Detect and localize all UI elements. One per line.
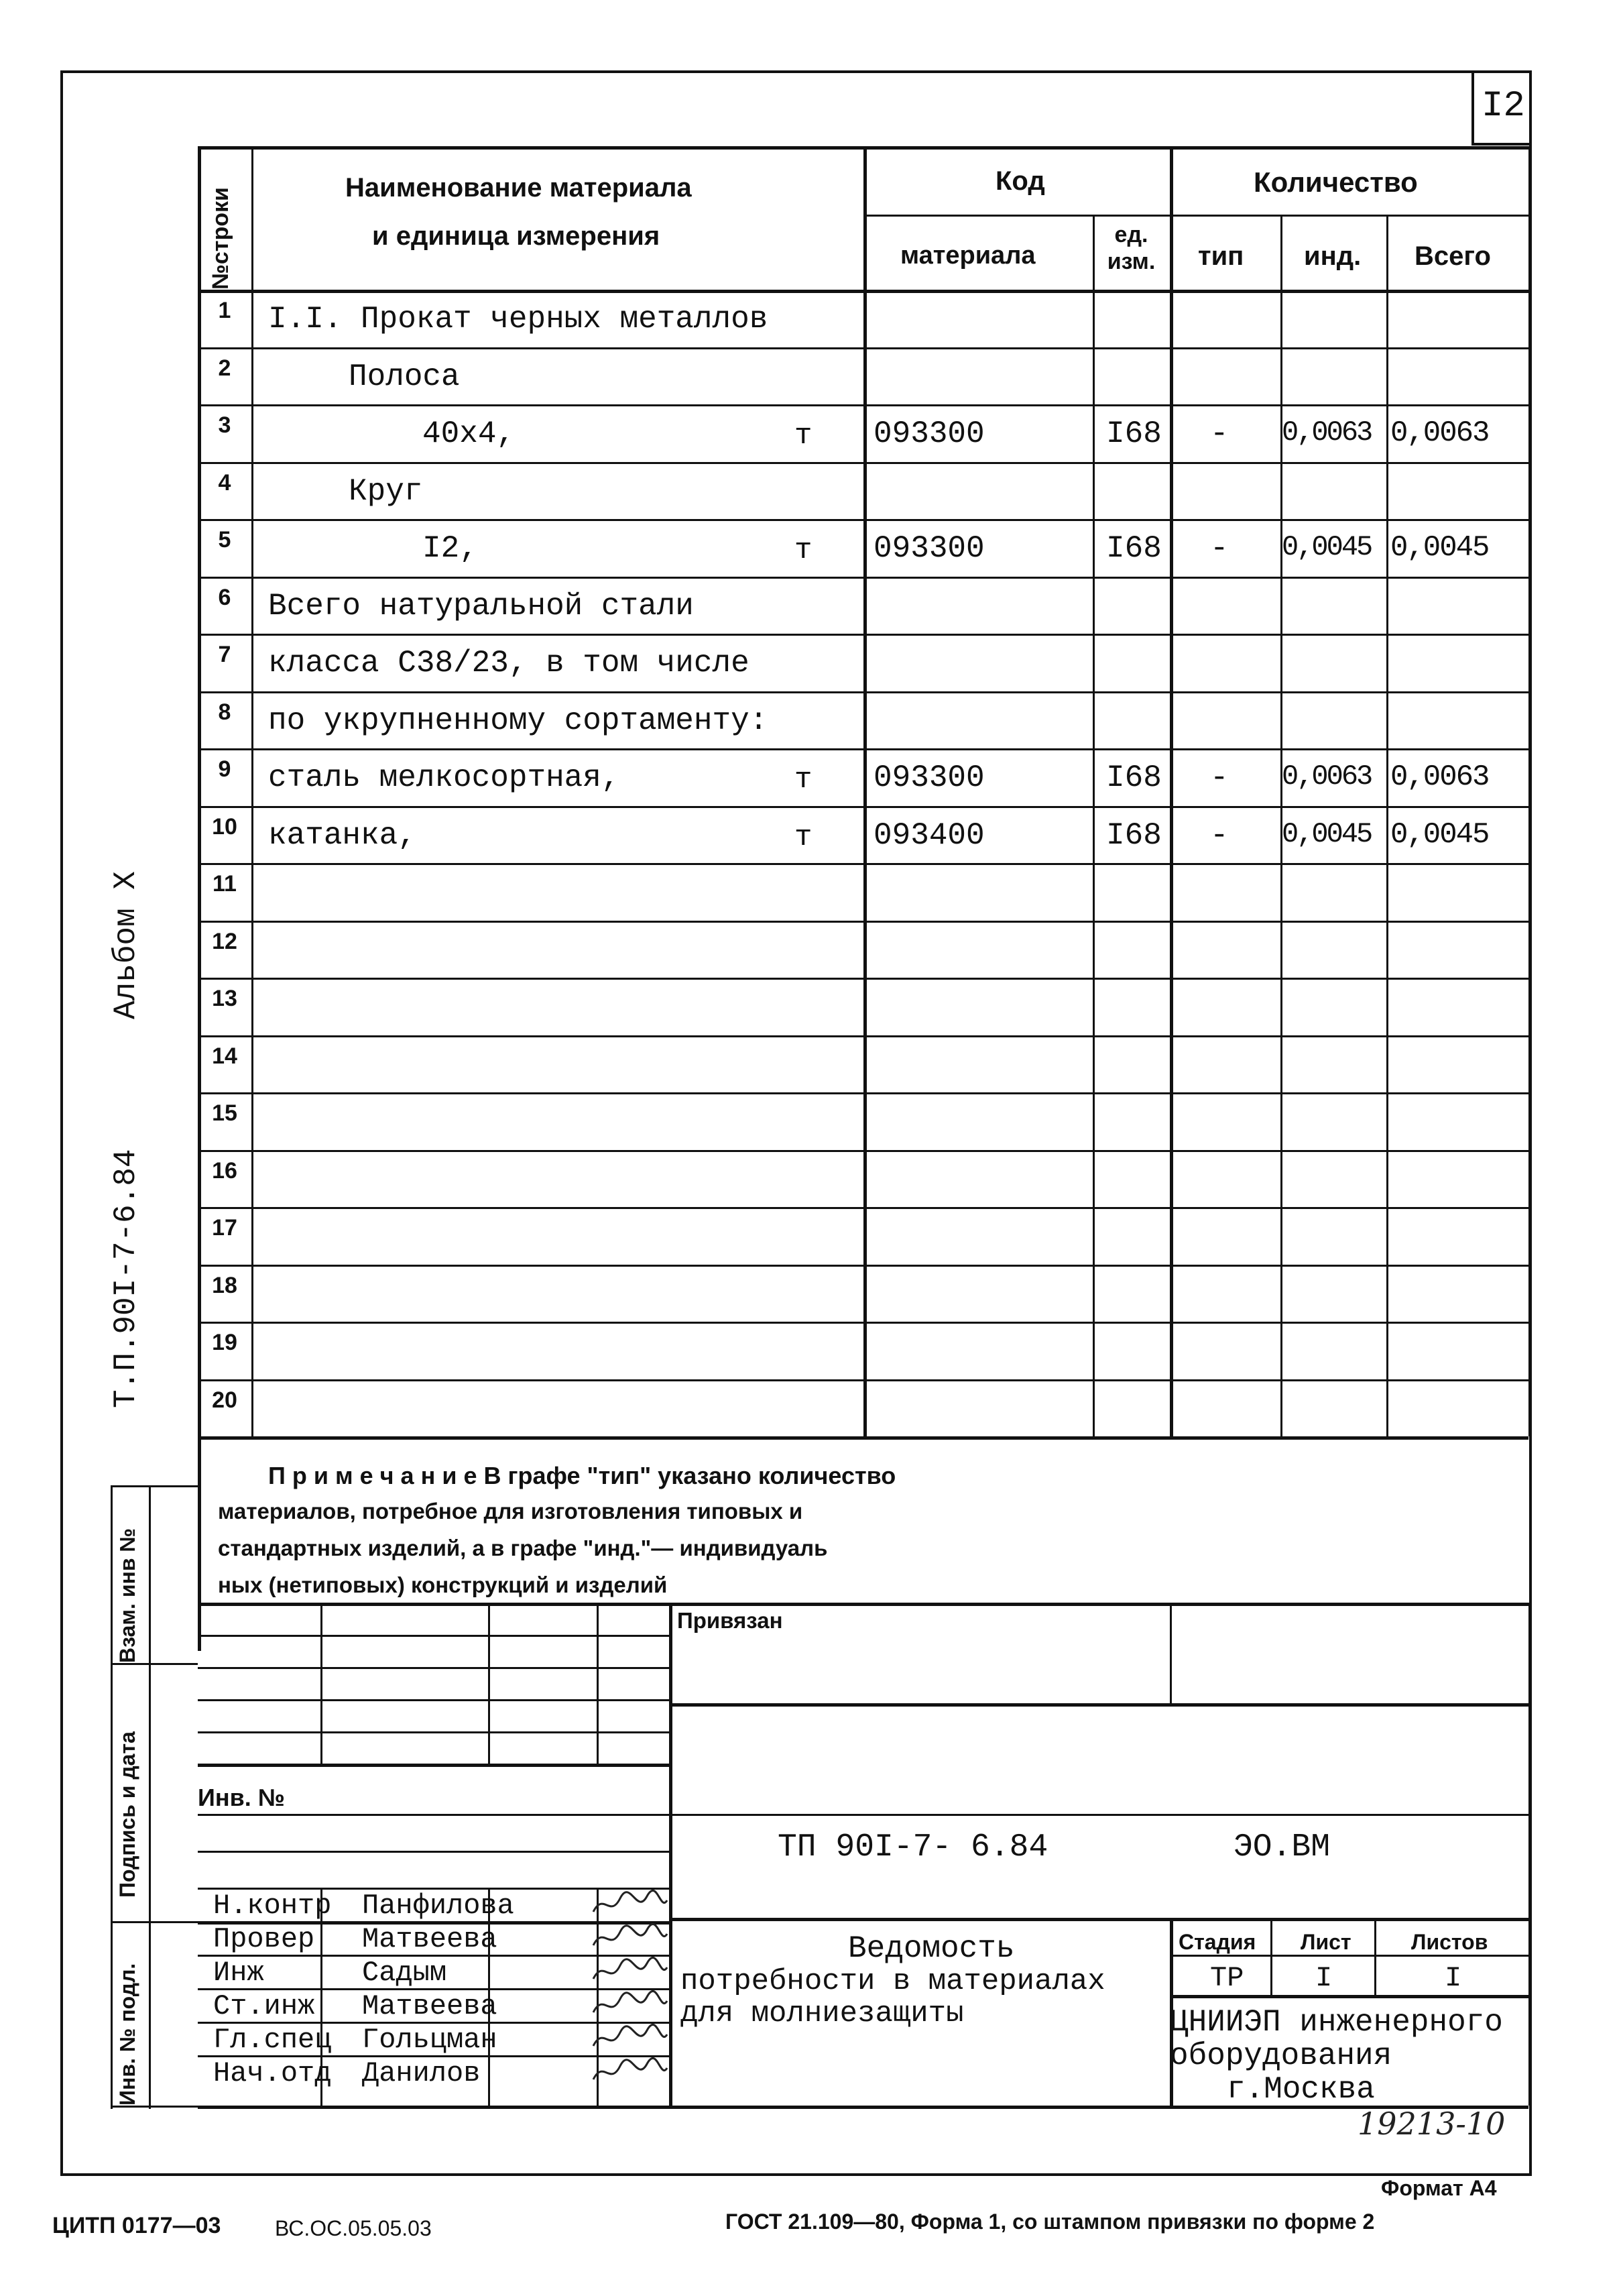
row-number: 18 xyxy=(212,1272,237,1298)
row-number: 15 xyxy=(212,1100,237,1126)
signatory-role: Нач.отд xyxy=(213,2057,332,2089)
header-qty-ind: инд. xyxy=(1304,241,1362,271)
row-unit-mark: т xyxy=(794,419,813,453)
row-number: 14 xyxy=(212,1043,237,1069)
side-label-album: Альбом X xyxy=(109,871,143,1019)
org-line-3: г.Москва xyxy=(1227,2072,1375,2107)
row-number: 3 xyxy=(218,412,231,438)
privyazan-col xyxy=(1170,1603,1172,1703)
org-line-2: оборудования xyxy=(1170,2039,1392,2073)
stage-col xyxy=(1270,1918,1272,1995)
sheet-label: Лист xyxy=(1301,1930,1351,1954)
format-label: Формат А4 xyxy=(1381,2176,1497,2200)
row-unit: I68 xyxy=(1106,817,1162,853)
header-qty-type: тип xyxy=(1198,241,1244,271)
row-tip: - xyxy=(1210,416,1229,451)
row-number: 1 xyxy=(218,298,231,323)
row-unit: I68 xyxy=(1106,531,1162,566)
table-left-line xyxy=(198,146,201,1651)
sheet-number: I2 xyxy=(1482,86,1525,127)
row-name: Всего натуральной стали xyxy=(268,588,694,624)
row-code: 093300 xyxy=(874,760,985,795)
row-tip: - xyxy=(1210,760,1229,795)
doc-code-top xyxy=(669,1814,1528,1816)
signatory-role: Н.контр xyxy=(213,1890,332,1922)
footer-right: ГОСТ 21.109—80, Форма 1, со штампом привязки по форме 2 xyxy=(725,2209,1375,2234)
note-line-3: стандартных изделий, а в графе "инд."— индивидуаль xyxy=(218,1536,828,1560)
row-code: 093300 xyxy=(874,531,985,566)
table-right-line xyxy=(1528,146,1532,1436)
stamp-grid-row xyxy=(198,1814,669,1816)
stamp-grid-row xyxy=(198,1764,669,1767)
header-qty-total: Всего xyxy=(1415,241,1491,271)
sheets-label: Листов xyxy=(1411,1930,1488,1954)
row-unit-mark: т xyxy=(794,820,813,854)
stage-value: ТР xyxy=(1210,1962,1244,1994)
header-code-material: материала xyxy=(900,241,1036,270)
header-code-unit: ед. изм. xyxy=(1107,222,1156,274)
row-number: 20 xyxy=(212,1387,237,1413)
row-ind: 0,0045 xyxy=(1282,817,1372,850)
row-name: I.I. Прокат черных металлов xyxy=(268,302,768,337)
title-line-3: для молниезащиты xyxy=(680,1997,964,2030)
stage-header-line xyxy=(1170,1955,1528,1957)
subheader-line xyxy=(863,215,1528,217)
row-number: 17 xyxy=(212,1215,237,1241)
left-strip-bottom xyxy=(111,2106,198,2108)
signature-scribble xyxy=(590,2022,670,2056)
signatory-role: Инж xyxy=(213,1957,264,1989)
header-name-line1: Наименование материала xyxy=(345,173,692,203)
row-tip: - xyxy=(1210,531,1229,566)
doc-code-bottom xyxy=(669,1918,1528,1921)
row-name: Круг xyxy=(349,473,423,509)
left-strip-vzam: Взам. инв № xyxy=(115,1528,139,1663)
header-qty: Количество xyxy=(1254,166,1418,198)
left-strip-top xyxy=(111,1485,198,1487)
row-unit: I68 xyxy=(1106,416,1162,451)
signatory-name: Данилов xyxy=(362,2057,481,2089)
signature-scribble xyxy=(590,1888,670,1922)
row-unit-mark: т xyxy=(794,763,813,797)
row-code: 093300 xyxy=(874,416,985,451)
signature-scribble xyxy=(590,1922,670,1955)
row-total: 0,0045 xyxy=(1390,817,1489,852)
inv-no-label: Инв. № xyxy=(198,1784,285,1811)
note-line-1: П р и м е ч а н и е В графе "тип" указано количество xyxy=(268,1462,896,1489)
note-line-4: ных (нетиповых) конструкций и изделий xyxy=(218,1572,668,1597)
code-unit-col-line xyxy=(1093,215,1095,1436)
row-name: сталь мелкосортная, xyxy=(268,760,620,795)
row-ind: 0,0063 xyxy=(1282,760,1372,793)
stamp-right-col xyxy=(1528,1603,1532,2106)
header-code: Код xyxy=(996,166,1045,196)
left-strip-inv-podl: Инв. № подл. xyxy=(115,1963,139,2106)
row-code: 093400 xyxy=(874,817,985,853)
privyazan-label: Привязан xyxy=(677,1608,783,1633)
row-number: 11 xyxy=(213,871,237,897)
row-number: 2 xyxy=(218,355,231,381)
org-line-1: ЦНИИЭП инженерного xyxy=(1170,2005,1503,2040)
row-name: катанка, xyxy=(268,817,416,853)
doc-suffix: ЭО.ВМ xyxy=(1234,1829,1331,1866)
row-number: 5 xyxy=(218,527,231,553)
signatory-name: Гольцман xyxy=(362,2024,497,2056)
title-line-2: потребности в материалах xyxy=(680,1965,1105,1998)
signatory-role: Гл.спец xyxy=(213,2024,332,2056)
side-label-tp: Т.П.90I-7-6.84 xyxy=(109,1149,143,1408)
qty-col-line xyxy=(1170,146,1173,1436)
sheet-value: I xyxy=(1315,1962,1333,1994)
row-number: 4 xyxy=(218,469,231,496)
row-number: 13 xyxy=(212,986,237,1011)
signatory-name: Матвеева xyxy=(362,1923,497,1955)
left-strip-podpis: Подпись и дата xyxy=(115,1731,139,1898)
row-ind: 0,0063 xyxy=(1282,416,1372,449)
stamp-grid-row xyxy=(198,1851,669,1853)
stage-label: Стадия xyxy=(1179,1930,1256,1954)
header-row-no: №строки xyxy=(208,187,233,290)
row-name: класса С38/23, в том числе xyxy=(268,646,749,681)
row-number: 7 xyxy=(218,642,231,667)
row-line xyxy=(198,1436,1528,1440)
row-name: Полоса xyxy=(349,359,460,394)
footer-left-1: ЦИТП 0177—03 xyxy=(52,2213,221,2238)
row-name: по укрупненному сортаменту: xyxy=(268,703,768,738)
title-line-1: Ведомость xyxy=(848,1931,1015,1966)
row-number: 19 xyxy=(212,1330,237,1355)
signature-scribble xyxy=(590,2056,670,2089)
signatory-name: Панфилова xyxy=(362,1890,514,1922)
signatory-name: Садым xyxy=(362,1957,447,1989)
stamp-grid-col xyxy=(488,1603,490,1764)
row-unit-mark: т xyxy=(794,534,813,567)
privyazan-bottom xyxy=(669,1703,1528,1707)
header-name-line2: и единица измерения xyxy=(372,221,660,251)
stamp-top-line xyxy=(198,1603,1528,1606)
sheets-value: I xyxy=(1445,1962,1462,1994)
row-number: 6 xyxy=(218,584,231,610)
row-total: 0,0063 xyxy=(1390,416,1489,450)
row-ind: 0,0045 xyxy=(1282,531,1372,563)
row-number: 10 xyxy=(212,813,237,840)
left-strip-line-inner xyxy=(149,1485,151,2109)
stamp-grid-col xyxy=(320,1603,322,1764)
doc-code: ТП 90I-7- 6.84 xyxy=(778,1829,1048,1866)
signature-scribble xyxy=(590,1989,670,2022)
name-col-line xyxy=(863,146,867,1436)
signatory-role: Ст.инж xyxy=(213,1990,315,2022)
row-number: 12 xyxy=(212,928,237,954)
left-strip-sep1 xyxy=(111,1663,198,1665)
row-number: 16 xyxy=(212,1157,237,1184)
total-col-line xyxy=(1386,215,1388,1436)
stage-value-line xyxy=(1170,1995,1528,1998)
left-strip-sep2 xyxy=(111,1921,198,1923)
stamp-grid-col xyxy=(597,1603,599,1764)
footer-left-2: ВС.ОС.05.05.03 xyxy=(275,2216,432,2240)
signature-scribble xyxy=(590,1955,670,1989)
row-name: 40x4, xyxy=(422,416,516,451)
row-number: 8 xyxy=(218,699,231,725)
row-number: 9 xyxy=(218,756,231,782)
left-strip-line-outer xyxy=(111,1485,113,2109)
row-name: I2, xyxy=(422,531,478,566)
sheet-col xyxy=(1374,1918,1376,1995)
handwritten-number: 19213-10 xyxy=(1358,2106,1506,2142)
signatory-role: Провер xyxy=(213,1923,315,1955)
row-total: 0,0063 xyxy=(1390,760,1489,794)
row-tip: - xyxy=(1210,817,1229,853)
signatory-name: Матвеева xyxy=(362,1990,497,2022)
note-line-2: материалов, потребное для изготовления типовых и xyxy=(218,1499,803,1524)
row-total: 0,0045 xyxy=(1390,531,1489,565)
rowno-col-line xyxy=(251,146,253,1436)
row-unit: I68 xyxy=(1106,760,1162,795)
